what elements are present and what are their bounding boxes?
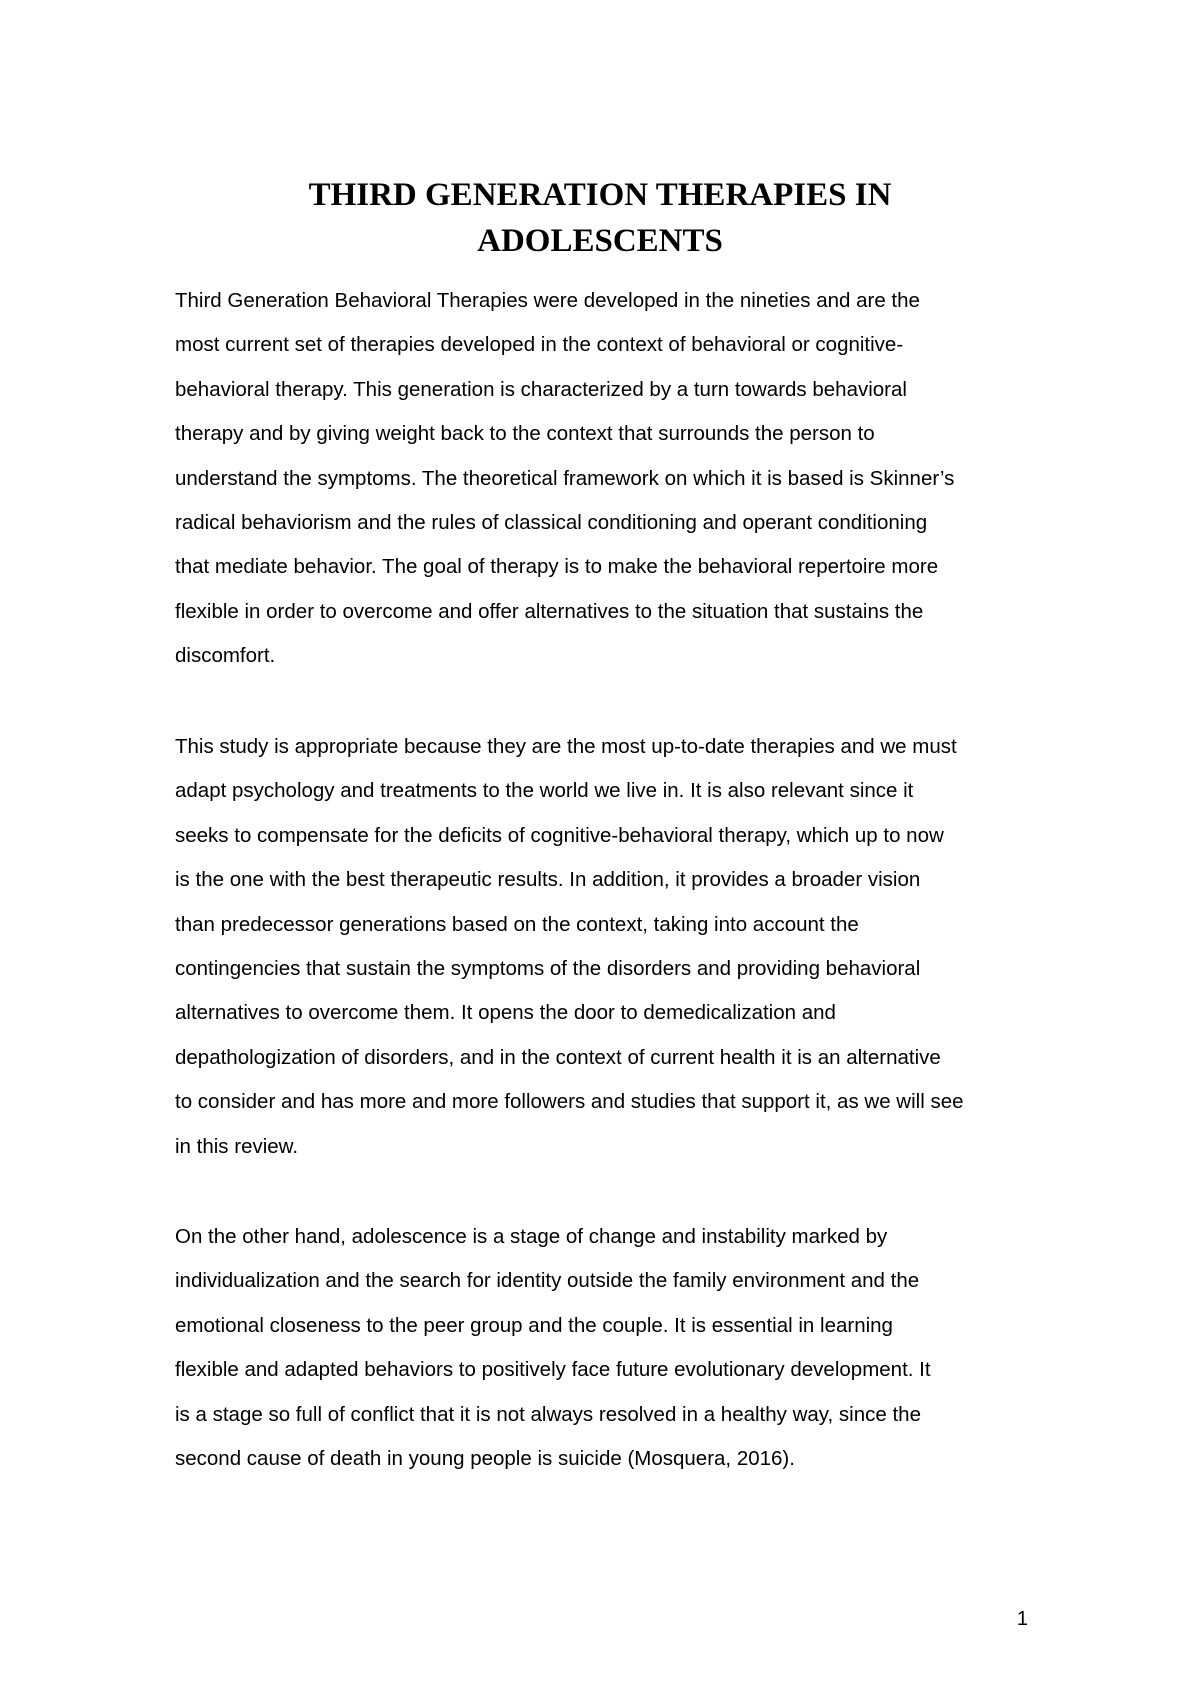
text-line: discomfort. [175, 644, 276, 668]
text-line: alternatives to overcome them. It opens the door to demedicalization and [175, 1001, 836, 1025]
paragraph-justification [175, 725, 1045, 1169]
text-line: This study is appropriate because they are the most up-to-date therapies and we must [175, 735, 957, 758]
text-line: contingencies that sustain the symptoms of the disorders and providing behavioral [175, 957, 921, 981]
text-line: that mediate behavior. The goal of therapy is to make the behavioral repertoire more [175, 555, 939, 579]
text-line: On the other hand, adolescence is a stage of change and instability marked by [175, 1225, 888, 1248]
text-line: seeks to compensate for the deficits of cognitive-behavioral therapy, which up to now [175, 823, 944, 847]
text-line: in this review. [175, 1134, 299, 1158]
text-line: understand the symptoms. The theoretical framework on which it is based is Skinner’s [175, 466, 955, 490]
text-line: second cause of death in young people is suicide (Mosquera, 2016). [175, 1447, 795, 1471]
text-line: emotional closeness to the peer group and the couple. It is essential in learning [175, 1313, 893, 1337]
text-line: flexible and adapted behaviors to positively face future evolutionary development. It [175, 1358, 931, 1382]
text-line: most current set of therapies developed in the context of behavioral or cognitive- [175, 333, 904, 357]
document-title [0, 172, 1200, 264]
text-line: radical behaviorism and the rules of classical conditioning and operant conditioning [175, 511, 928, 535]
page-number: 1 [1016, 1608, 1028, 1630]
text-line: is a stage so full of conflict that it is not always resolved in a healthy way, since the [175, 1402, 921, 1426]
text-line: is the one with the best therapeutic results. In addition, it provides a broader vision [175, 868, 921, 892]
title-line: ADOLESCENTS [477, 223, 723, 259]
text-line: adapt psychology and treatments to the world we live in. It is also relevant since it [175, 779, 914, 803]
text-line: than predecessor generations based on the context, taking into account the [175, 912, 859, 936]
text-line: behavioral therapy. This generation is characterized by a turn towards behavioral [175, 377, 907, 401]
text-line: to consider and has more and more followers and studies that support it, as we will see [175, 1090, 964, 1114]
title-line: THIRD GENERATION THERAPIES IN [308, 177, 892, 213]
text-line: therapy and by giving weight back to the context that surrounds the person to [175, 422, 875, 446]
text-line: Third Generation Behavioral Therapies were developed in the nineties and are the [175, 289, 920, 312]
text-line: individualization and the search for identity outside the family environment and the [175, 1269, 920, 1293]
paragraph-adolescence [175, 1215, 1045, 1481]
text-line: depathologization of disorders, and in the context of current health it is an alternative [175, 1045, 941, 1069]
text-line: flexible in order to overcome and offer alternatives to the situation that sustains the [175, 599, 924, 623]
paragraph-introduction [175, 279, 1045, 679]
